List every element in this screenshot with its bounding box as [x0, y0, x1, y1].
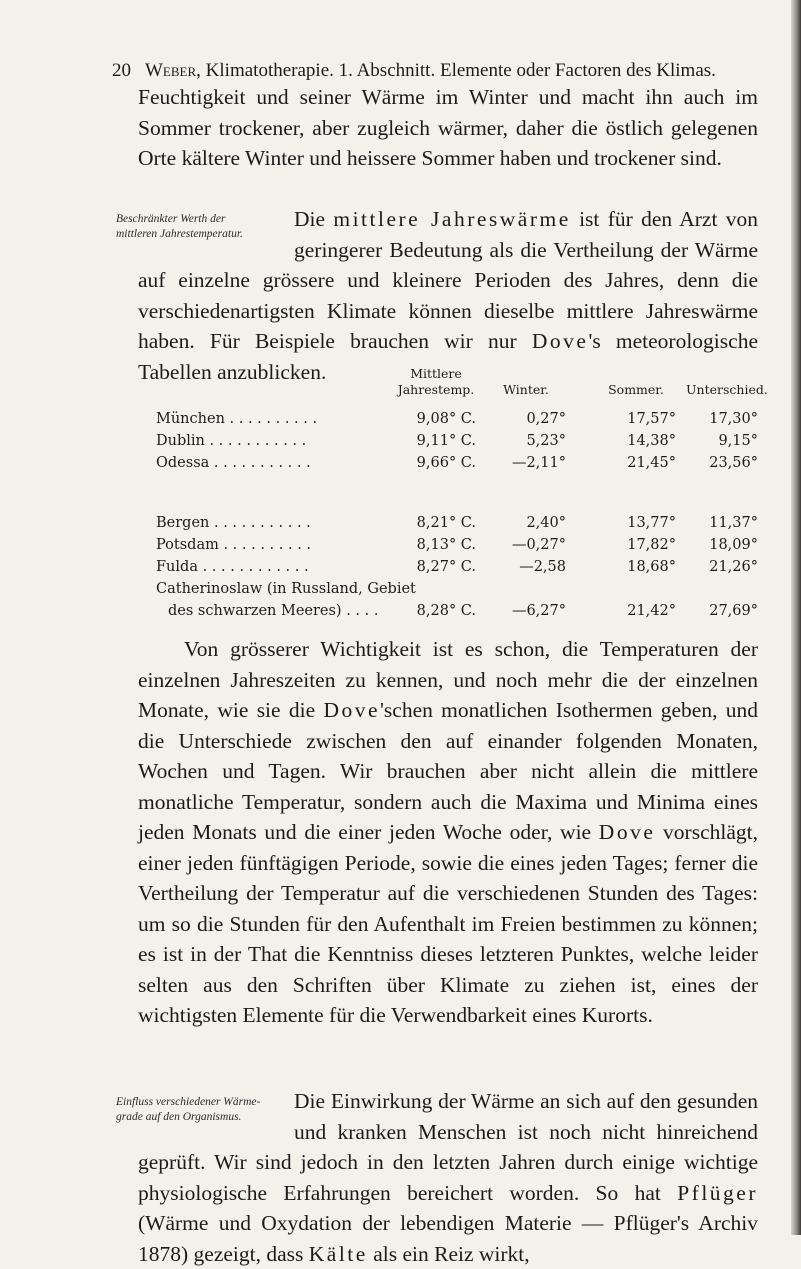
margin-note-2-line1: Einfluss verschiedener Wärme- [116, 1096, 261, 1108]
table-row [156, 600, 756, 622]
temperature-table [156, 366, 768, 622]
margin-note-1-line2: mittleren Jahrestemperatur. [116, 228, 243, 240]
table-row [156, 578, 756, 600]
row-mean: 9,66° C. [416, 455, 476, 471]
page-number: 20 [112, 60, 131, 81]
row-winter: —0,27° [511, 537, 566, 553]
row-mean: 8,28° C. [416, 603, 476, 619]
row-mean: 9,08° C. [416, 411, 476, 427]
row-summer: 18,68° [627, 559, 676, 575]
row-diff: 9,15° [718, 433, 758, 449]
row-mean: 8,13° C. [416, 537, 476, 553]
paragraph-3-name-1: Dove [323, 698, 381, 722]
paragraph-4 [138, 1086, 758, 1269]
table-group-2 [156, 512, 756, 622]
row-winter: 0,27° [526, 411, 566, 427]
row-place: Odessa . . . . . . . . . . . [156, 455, 311, 471]
paragraph-4-text-b: (Wärme und Oxydation der lebendigen Materie — Pflüger's Archiv 1878) gezeigt, dass [138, 1211, 758, 1266]
row-mean: 9,11° C. [416, 433, 476, 449]
paragraph-4-text-a: Die Einwirkung der Wärme an sich auf den gesunden und kranken Menschen ist noch nicht hinreichend geprüft. Wir sind jedoch in den letzten Jahren durch einige wichtige physiologische Erfahrungen bereichert worden. So hat [138, 1089, 758, 1205]
table-row [156, 512, 756, 534]
row-diff: 27,69° [709, 603, 758, 619]
paragraph-3 [138, 634, 758, 1031]
table-row [156, 408, 756, 430]
row-place: München . . . . . . . . . . [156, 411, 318, 427]
header-difference: Unterschied. [686, 382, 768, 397]
paragraph-3-name-2: Dove [598, 820, 656, 844]
paragraph-2-name: Dove [531, 329, 589, 353]
paragraph-2 [138, 204, 758, 387]
paragraph-3-text-a: Von grösserer Wichtigkeit ist es schon, die Temperaturen der einzelnen Jahreszeiten zu kennen, und noch mehr die der einzelnen Monate, wie sie die [138, 637, 758, 722]
running-head [112, 60, 761, 82]
author-name: Weber [145, 60, 197, 81]
row-winter: —2,11° [511, 455, 566, 471]
row-place: Fulda . . . . . . . . . . . . [156, 559, 309, 575]
table-row [156, 534, 756, 556]
paragraph-2-lead: Die [294, 207, 334, 231]
table-row [156, 430, 756, 452]
header-summer: Sommer. [608, 382, 664, 397]
row-mean: 8,21° C. [416, 515, 476, 531]
row-place: Potsdam . . . . . . . . . . [156, 537, 312, 553]
table-row [156, 556, 756, 578]
row-diff: 11,37° [709, 515, 758, 531]
paragraph-1: Feuchtigkeit und seiner Wärme im Winter und macht ihn auch im Sommer trockener, aber zugleich wärmer, daher die östlich gelegenen Orte kältere Winter und heissere Sommer haben und trockener sind. [138, 85, 758, 170]
row-winter: —6,27° [511, 603, 566, 619]
row-summer: 13,77° [627, 515, 676, 531]
margin-float-spacer [116, 1086, 294, 1130]
row-summer: 21,45° [627, 455, 676, 471]
paragraph-2-emphasis: mittlere Jahreswärme [333, 207, 571, 231]
table-row [156, 452, 756, 474]
row-winter: —2,58 [519, 559, 566, 575]
paragraph-4-text-c: als ein Reiz wirkt, [367, 1241, 530, 1266]
header-mean-line2: Jahrestemp. [397, 382, 475, 397]
row-place: Dublin . . . . . . . . . . . [156, 433, 307, 449]
row-diff: 21,26° [709, 559, 758, 575]
table-group-1 [156, 408, 756, 474]
row-summer: 14,38° [627, 433, 676, 449]
row-winter: 5,23° [526, 433, 566, 449]
paragraph-2-text: ist für den Arzt von geringerer Bedeutung als die Vertheilung der Wärme auf einzelne grössere und kleinere Perioden des Jahres, denn die verschiedenartigsten Klimate können dieselbe mittlere Jahreswärme haben. Für Beispiele brauchen wir nur [138, 207, 758, 353]
header-winter: Winter. [503, 382, 549, 397]
margin-note-2-line2: grade auf den Organismus. [116, 1111, 242, 1123]
paragraph-3-text-c: vorschlägt, einer jeden fünftägigen Periode, sowie die eines jeden Tages; ferner die Vertheilung der Temperatur auf die verschiedenen Stunden des Tages: um so die Stunden für den Aufenthalt im Freien bestimmen zu können; es ist in der That die Kenntniss dieses letzteren Punktes, welche leider selten aus den Schriften über Klimate zu ziehen ist, eines der wichtigsten Elemente für die Verwendbarkeit eines Kurorts. [138, 820, 758, 1027]
row-summer: 21,42° [627, 603, 676, 619]
row-summer: 17,57° [627, 411, 676, 427]
row-place: Bergen . . . . . . . . . . . [156, 515, 311, 531]
page-edge-shadow [791, 0, 801, 1235]
row-summer: 17,82° [627, 537, 676, 553]
row-diff: 23,56° [709, 455, 758, 471]
table-group-gap [156, 474, 756, 512]
margin-float-spacer [116, 204, 294, 248]
margin-note-1-line1: Beschränkter Werth der [116, 213, 226, 225]
row-winter: 2,40° [526, 515, 566, 531]
row-mean: 8,27° C. [416, 559, 476, 575]
row-diff: 17,30° [709, 411, 758, 427]
row-diff: 18,09° [709, 537, 758, 553]
header-mean-line1: Mittlere [410, 366, 462, 381]
paragraph-4-emphasis: Kälte [308, 1241, 368, 1266]
paragraph-2-tail: 's meteorologische Tabellen anzublicken. [138, 329, 758, 384]
running-title: , Klimatotherapie. 1. Abschnitt. Elemente oder Factoren des Klimas. [196, 60, 716, 81]
row-place: Catherinoslaw (in Russland, Gebiet [156, 581, 416, 597]
table-header [156, 366, 768, 408]
row-place: des schwarzen Meeres) . . . . [168, 603, 379, 619]
header-mean-temp [396, 366, 476, 398]
paragraph-3-text-b: 'schen monatlichen Isothermen geben, und die Unterschiede zwischen den auf einander folgenden Monaten, Wochen und Tagen. Wir brauchen aber nicht allein die mittlere monatliche Temperatur, sondern auch die Maxima und Minima eines jeden Monats und die einer jeden Woche oder, wie [138, 698, 759, 844]
paragraph-4-name: Pflüger [677, 1180, 758, 1205]
